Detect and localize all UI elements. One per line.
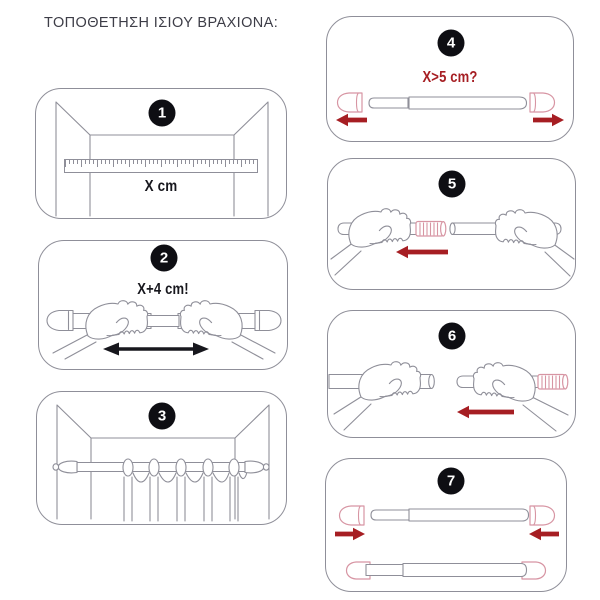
ruler: [64, 159, 258, 173]
step-4-badge: 4: [438, 30, 465, 57]
step-2-panel: [38, 240, 288, 370]
rod: [369, 97, 527, 109]
assembled-rod: [347, 562, 546, 579]
arrow-left-icon: [396, 246, 448, 258]
step-1-badge: 1: [149, 100, 176, 127]
step-1-panel: [35, 88, 287, 219]
step-6-badge: 6: [439, 323, 466, 350]
arrow-left-icon: [336, 114, 367, 126]
right-hand-icon: [473, 363, 568, 431]
arrow-right-icon: [335, 528, 365, 540]
right-end-cap: [530, 93, 555, 112]
step-5-badge: 5: [439, 171, 466, 198]
extend-label: X+4 cm!: [137, 281, 189, 298]
telescopic-rod: [47, 311, 281, 331]
check-label: X>5 cm?: [422, 69, 478, 86]
step-3-panel: [36, 391, 287, 525]
arrow-left-icon: [529, 528, 559, 540]
arrow-right-icon: [533, 114, 564, 126]
left-end-cap: [340, 506, 365, 525]
rod: [371, 509, 529, 521]
step-7-badge: 7: [438, 468, 465, 495]
left-hand-icon: [331, 209, 411, 275]
step-3-badge: 3: [149, 403, 176, 430]
page-title: ΤΟΠΟΘΕΤΗΣΗ ΙΣΙΟΥ ΒΡΑΧΙΟΝΑ:: [44, 15, 279, 31]
left-end-cap: [338, 93, 363, 112]
step-4-panel: [326, 16, 574, 142]
step-5-panel: [327, 158, 576, 290]
measure-label: X cm: [144, 178, 178, 195]
arrow-left-icon: [457, 406, 514, 418]
curtain-folds: [124, 472, 247, 521]
right-hand-icon: [495, 210, 574, 276]
extend-double-arrow-icon: [103, 343, 209, 356]
left-hand-icon: [334, 362, 421, 430]
right-end-cap: [530, 506, 555, 525]
step-6-panel: [327, 310, 576, 438]
step-2-badge: 2: [151, 245, 178, 272]
step-7-panel: [325, 458, 567, 592]
